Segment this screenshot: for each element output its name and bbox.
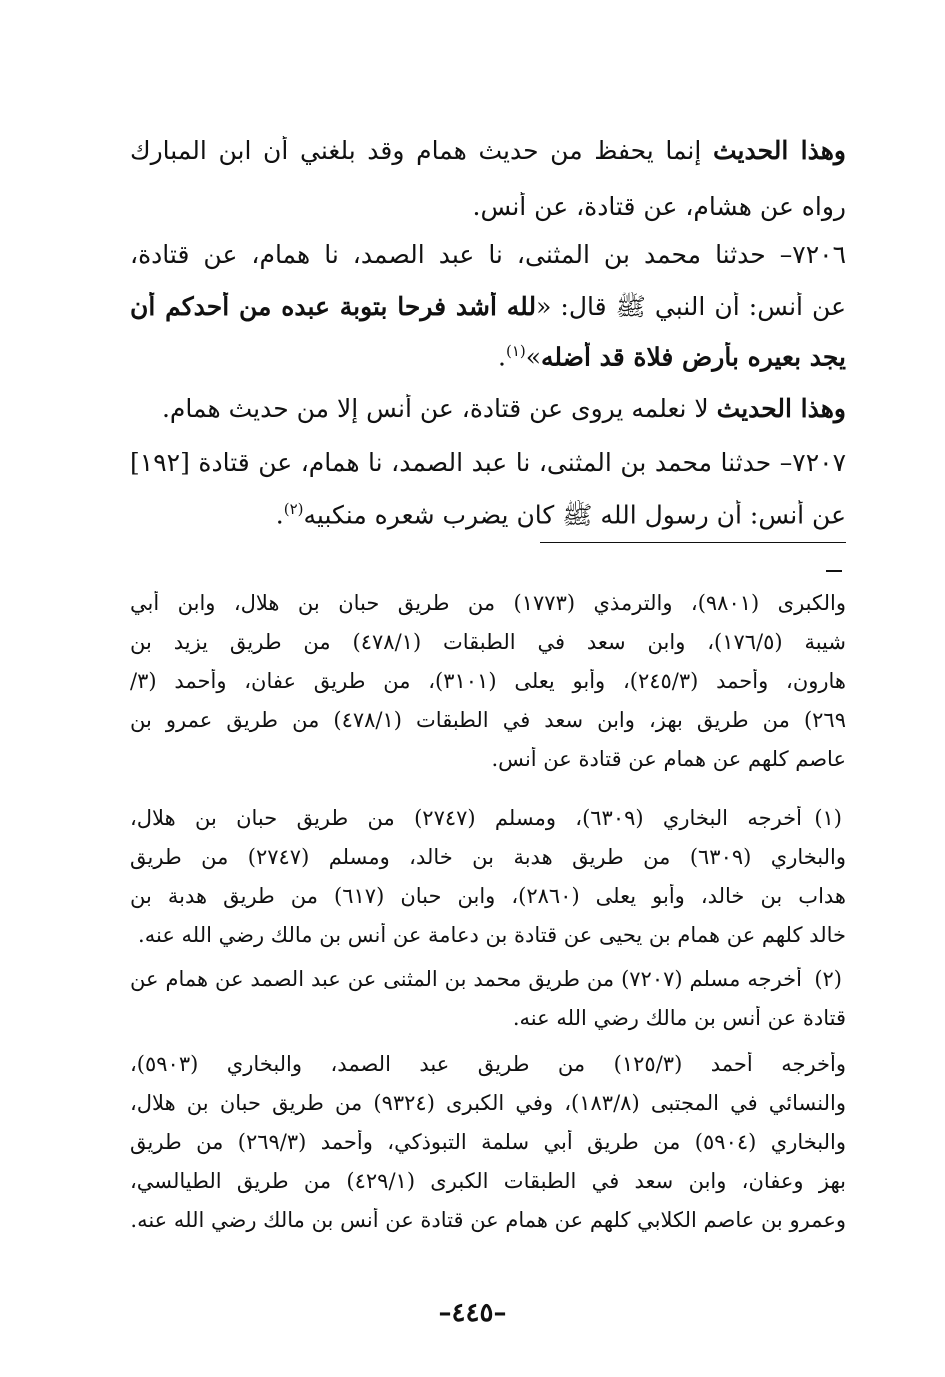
bold-phrase: لله أشد فرحا بتوبة عبده من أحدكم أن: [130, 292, 537, 321]
footnote-cont-line: شيبة (١٧٦/٥)، وابن سعد في الطبقات (٤٧٨/١) من طريق يزيد بن: [130, 630, 846, 654]
footnote-ref[interactable]: (٢): [283, 500, 304, 518]
footnote-2-line: والنسائي في المجتبى (١٨٣/٨)، وفي الكبرى (٩٣٢٤) من طريق حبان بن هلال،: [130, 1091, 846, 1115]
hadith-7207-line: ٧٢٠٧– حدثنا محمد بن المثنى، نا عبد الصمد، نا همام، عن قتادة [١٩٢]: [130, 448, 846, 477]
page-number: –٤٤٥–: [438, 1298, 507, 1328]
main-text-line: رواه عن هشام، عن قتادة، عن أنس.: [472, 192, 846, 221]
footnote-cont-line: هارون، وأحمد (٢٤٥/٣)، وأبو يعلى (٣١٠١)، من طريق عفان، وأحمد (٣/: [130, 669, 846, 693]
footnote-ref[interactable]: (١): [505, 342, 526, 360]
text-run: إنما يحفظ من حديث همام وقد بلغني أن ابن المبارك: [130, 136, 713, 165]
text-run: عن أنس: أن رسول الله ﷺ كان يضرب شعره منكبيه: [303, 500, 846, 530]
text-run: لا نعلمه يروى عن قتادة، عن أنس إلا من حديث همام.: [161, 394, 717, 423]
footnote-2-line: وأخرجه أحمد (١٢٥/٣) من طريق عبد الصمد، والبخاري (٥٩٠٣)،: [130, 1052, 846, 1076]
footnote-2-line: قتادة عن أنس بن مالك رضي الله عنه.: [512, 1006, 846, 1030]
text-run: »: [525, 342, 542, 372]
bold-phrase: وهذا الحديث: [712, 136, 846, 165]
text-run: عن أنس: أن النبي ﷺ قال: «: [536, 292, 846, 321]
footnote-cont-line: عاصم كلهم عن همام عن قتادة عن أنس.: [491, 747, 846, 771]
footnote-2-line: أخرجه مسلم (٧٢٠٧) من طريق محمد بن المثنى عن عبد الصمد عن همام عن: [130, 967, 802, 991]
footnote-cont-line: ٢٦٩) من طريق بهز، وابن سعد في الطبقات (٤٧٨/١) من طريق عمرو بن: [130, 708, 846, 732]
text-run: .: [498, 342, 506, 372]
text-run: .: [275, 500, 284, 530]
footnote-1-line: أخرجه البخاري (٦٣٠٩)، ومسلم (٢٧٤٧) من طريق حبان بن هلال،: [130, 806, 802, 830]
hadith-7207-line: [130, 500, 846, 530]
footnote-cont-line: والكبرى (٩٨٠١)، والترمذي (١٧٧٣) من طريق حبان بن هلال، وابن أبي: [130, 591, 846, 615]
hadith-7206-line: ٧٢٠٦– حدثنا محمد بن المثنى، نا عبد الصمد، نا همام، عن قتادة،: [130, 240, 846, 269]
main-text-line: [130, 394, 846, 424]
main-text-line: [130, 136, 846, 166]
footnote-2-line: والبخاري (٥٩٠٤) من طريق أبي سلمة التبوذكي، وأحمد (٢٦٩/٣) من طريق: [130, 1130, 846, 1154]
bold-phrase: وهذا الحديث: [716, 394, 846, 423]
footnote-separator: [540, 542, 846, 543]
footnote-number: (٢): [814, 967, 842, 991]
continuation-mark: [826, 570, 842, 572]
footnote-1-line: والبخاري (٦٣٠٩) من طريق هدبة بن خالد، ومسلم (٢٧٤٧) من طريق: [130, 845, 846, 869]
hadith-7206-line: [130, 342, 846, 372]
footnote-1-line: خالد كلهم عن همام بن يحيى عن قتادة بن دعامة عن أنس بن مالك رضي الله عنه.: [138, 923, 846, 947]
footnote-1-line: هداب بن خالد، وأبو يعلى (٢٨٦٠)، وابن حبان (٦١٧) من طريق هدبة بن: [130, 884, 846, 908]
hadith-7206-line: [130, 292, 846, 322]
footnote-2-line: بهز وعفان، وابن سعد في الطبقات الكبرى (٤٢٩/١) من طريق الطيالسي،: [130, 1169, 846, 1193]
footnote-2-line: وعمرو بن عاصم الكلابي كلهم عن همام عن قتادة عن أنس بن مالك رضي الله عنه.: [130, 1208, 846, 1232]
bold-phrase: يجد بعيره بأرض فلاة قد أضله: [541, 342, 846, 372]
footnote-number: (١): [814, 806, 842, 830]
